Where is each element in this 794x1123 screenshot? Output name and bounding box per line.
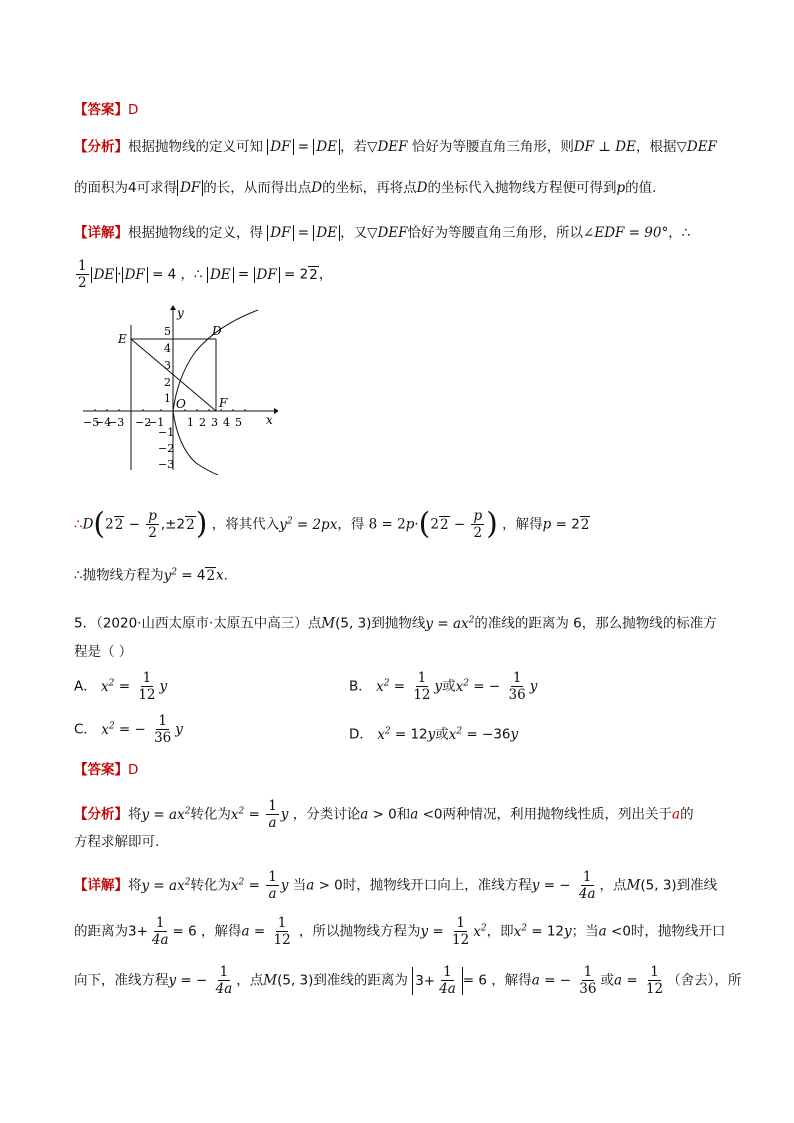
analysis-tag: 【分析】: [74, 139, 128, 155]
svg-text:−1: −1: [158, 426, 175, 439]
svg-text:−2: −2: [158, 442, 175, 455]
analysis2-line-2: 方程求解即可.: [74, 834, 160, 850]
svg-text:2: 2: [199, 416, 206, 429]
detail2-line-1: 【详解】将$y = ax^2$转化为$x^2$ = $\frac{1}{a}$ y 当a > 0时，抛物线开口向上，准线方程y = − $\frac{1}{4a}$ ，点M(5, 3)到准线: [74, 869, 718, 902]
question-5-line-2: 程是（ ）: [74, 644, 133, 660]
detail2-line-2: 的距离为3+ $\frac{1}{4a}$ = 6 ，解得a = $\frac{1}{12}$ ，所以抛物线方程为y = $\frac{1}{12}$ $x^2$，即$x^2 = 12y$；当a <0时，抛物线开口: [74, 915, 726, 948]
detail-line-1: 【详解】根据抛物线的定义，得 DF = DE ，又▽DEF恰好为等腰直角三角形，所以∠EDF = 90°，∴: [74, 225, 691, 241]
svg-text:3: 3: [164, 359, 171, 372]
option-a[interactable]: A． $x^2$ = $\frac{1}{12}$ y: [74, 670, 168, 703]
option-c[interactable]: C． $x^2$ = − $\frac{1}{36}$ y: [74, 713, 183, 746]
option-d[interactable]: D． $x^2 = 12y$或$x^2 = -36y$: [349, 726, 519, 743]
result-line-2: ∴抛物线方程为$y^2 = 42x$.: [74, 567, 228, 584]
svg-text:5: 5: [235, 416, 242, 429]
detail-line-2: $\frac{1}{2}$ DE · DF = 4 ，∴ DE = DF = 22，: [78, 258, 333, 291]
analysis2-line-1: 【分析】将$y = ax^2$转化为$x^2$ = $\frac{1}{a}$ y ，分类讨论a > 0和a <0两种情况，利用抛物线性质，列出关于a的: [74, 798, 694, 831]
svg-text:−3: −3: [158, 458, 175, 471]
result-line-1: ∴D(22 − $\frac{p}{2}$ ,±22) ，将其代入$y^2 = 2px$，得 8 = 2p·(22 − $\frac{p}{2}$ ) ，解得p = 22: [74, 506, 590, 542]
answer-line-2: 【答案】D: [74, 762, 139, 778]
option-b[interactable]: B． $x^2$ = $\frac{1}{12}$ y或$x^2$ = − $\frac{1}{36}$ y: [349, 670, 538, 703]
svg-text:3: 3: [211, 416, 218, 429]
svg-text:E: E: [118, 332, 127, 346]
analysis-line-2: 的面积为4可求得 DF 的长，从而得出点D的坐标，再将点D的坐标代入抛物线方程便可得到p的值.: [74, 180, 657, 196]
svg-text:2: 2: [164, 376, 171, 389]
parabola-graph: [78, 305, 278, 475]
analysis-line-1: 【分析】根据抛物线的定义可知 DF = DE ，若▽DEF 恰好为等腰直角三角形，则DF ⊥ DE，根据▽DEF: [74, 139, 717, 155]
svg-text:−1: −1: [148, 416, 165, 429]
svg-text:−5: −5: [83, 416, 100, 429]
detail2-line-3: 向下，准线方程y = − $\frac{1}{4a}$ ，点M(5, 3)到准线的距离为 3+ $\frac{1}{4a}$ = 6 ，解得a = − $\frac{1}{36}$ 或a = $\frac{1}{12}$ （舍去），所: [74, 964, 742, 997]
question-5-line-1: 5．（2020·山西太原市·太原五中高三）点M(5, 3)到抛物线$y = ax^2$的准线的距离为 6，那么抛物线的标准方: [74, 615, 717, 632]
svg-text:−3: −3: [108, 416, 125, 429]
svg-text:x: x: [266, 413, 273, 427]
svg-text:−4: −4: [95, 416, 112, 429]
svg-text:4: 4: [223, 416, 230, 429]
svg-text:1: 1: [187, 416, 194, 429]
svg-text:F: F: [219, 396, 228, 410]
svg-text:1: 1: [164, 392, 171, 405]
answer-line-1: [74, 100, 138, 120]
svg-text:5: 5: [164, 325, 171, 338]
answer-value: D: [128, 102, 139, 118]
svg-text:D: D: [212, 324, 222, 338]
svg-text:y: y: [177, 306, 184, 320]
svg-text:4: 4: [164, 342, 171, 355]
svg-text:−2: −2: [135, 416, 152, 429]
answer-tag: 【答案】: [74, 102, 128, 118]
detail-tag: 【详解】: [74, 225, 128, 241]
svg-text:O: O: [176, 397, 186, 411]
